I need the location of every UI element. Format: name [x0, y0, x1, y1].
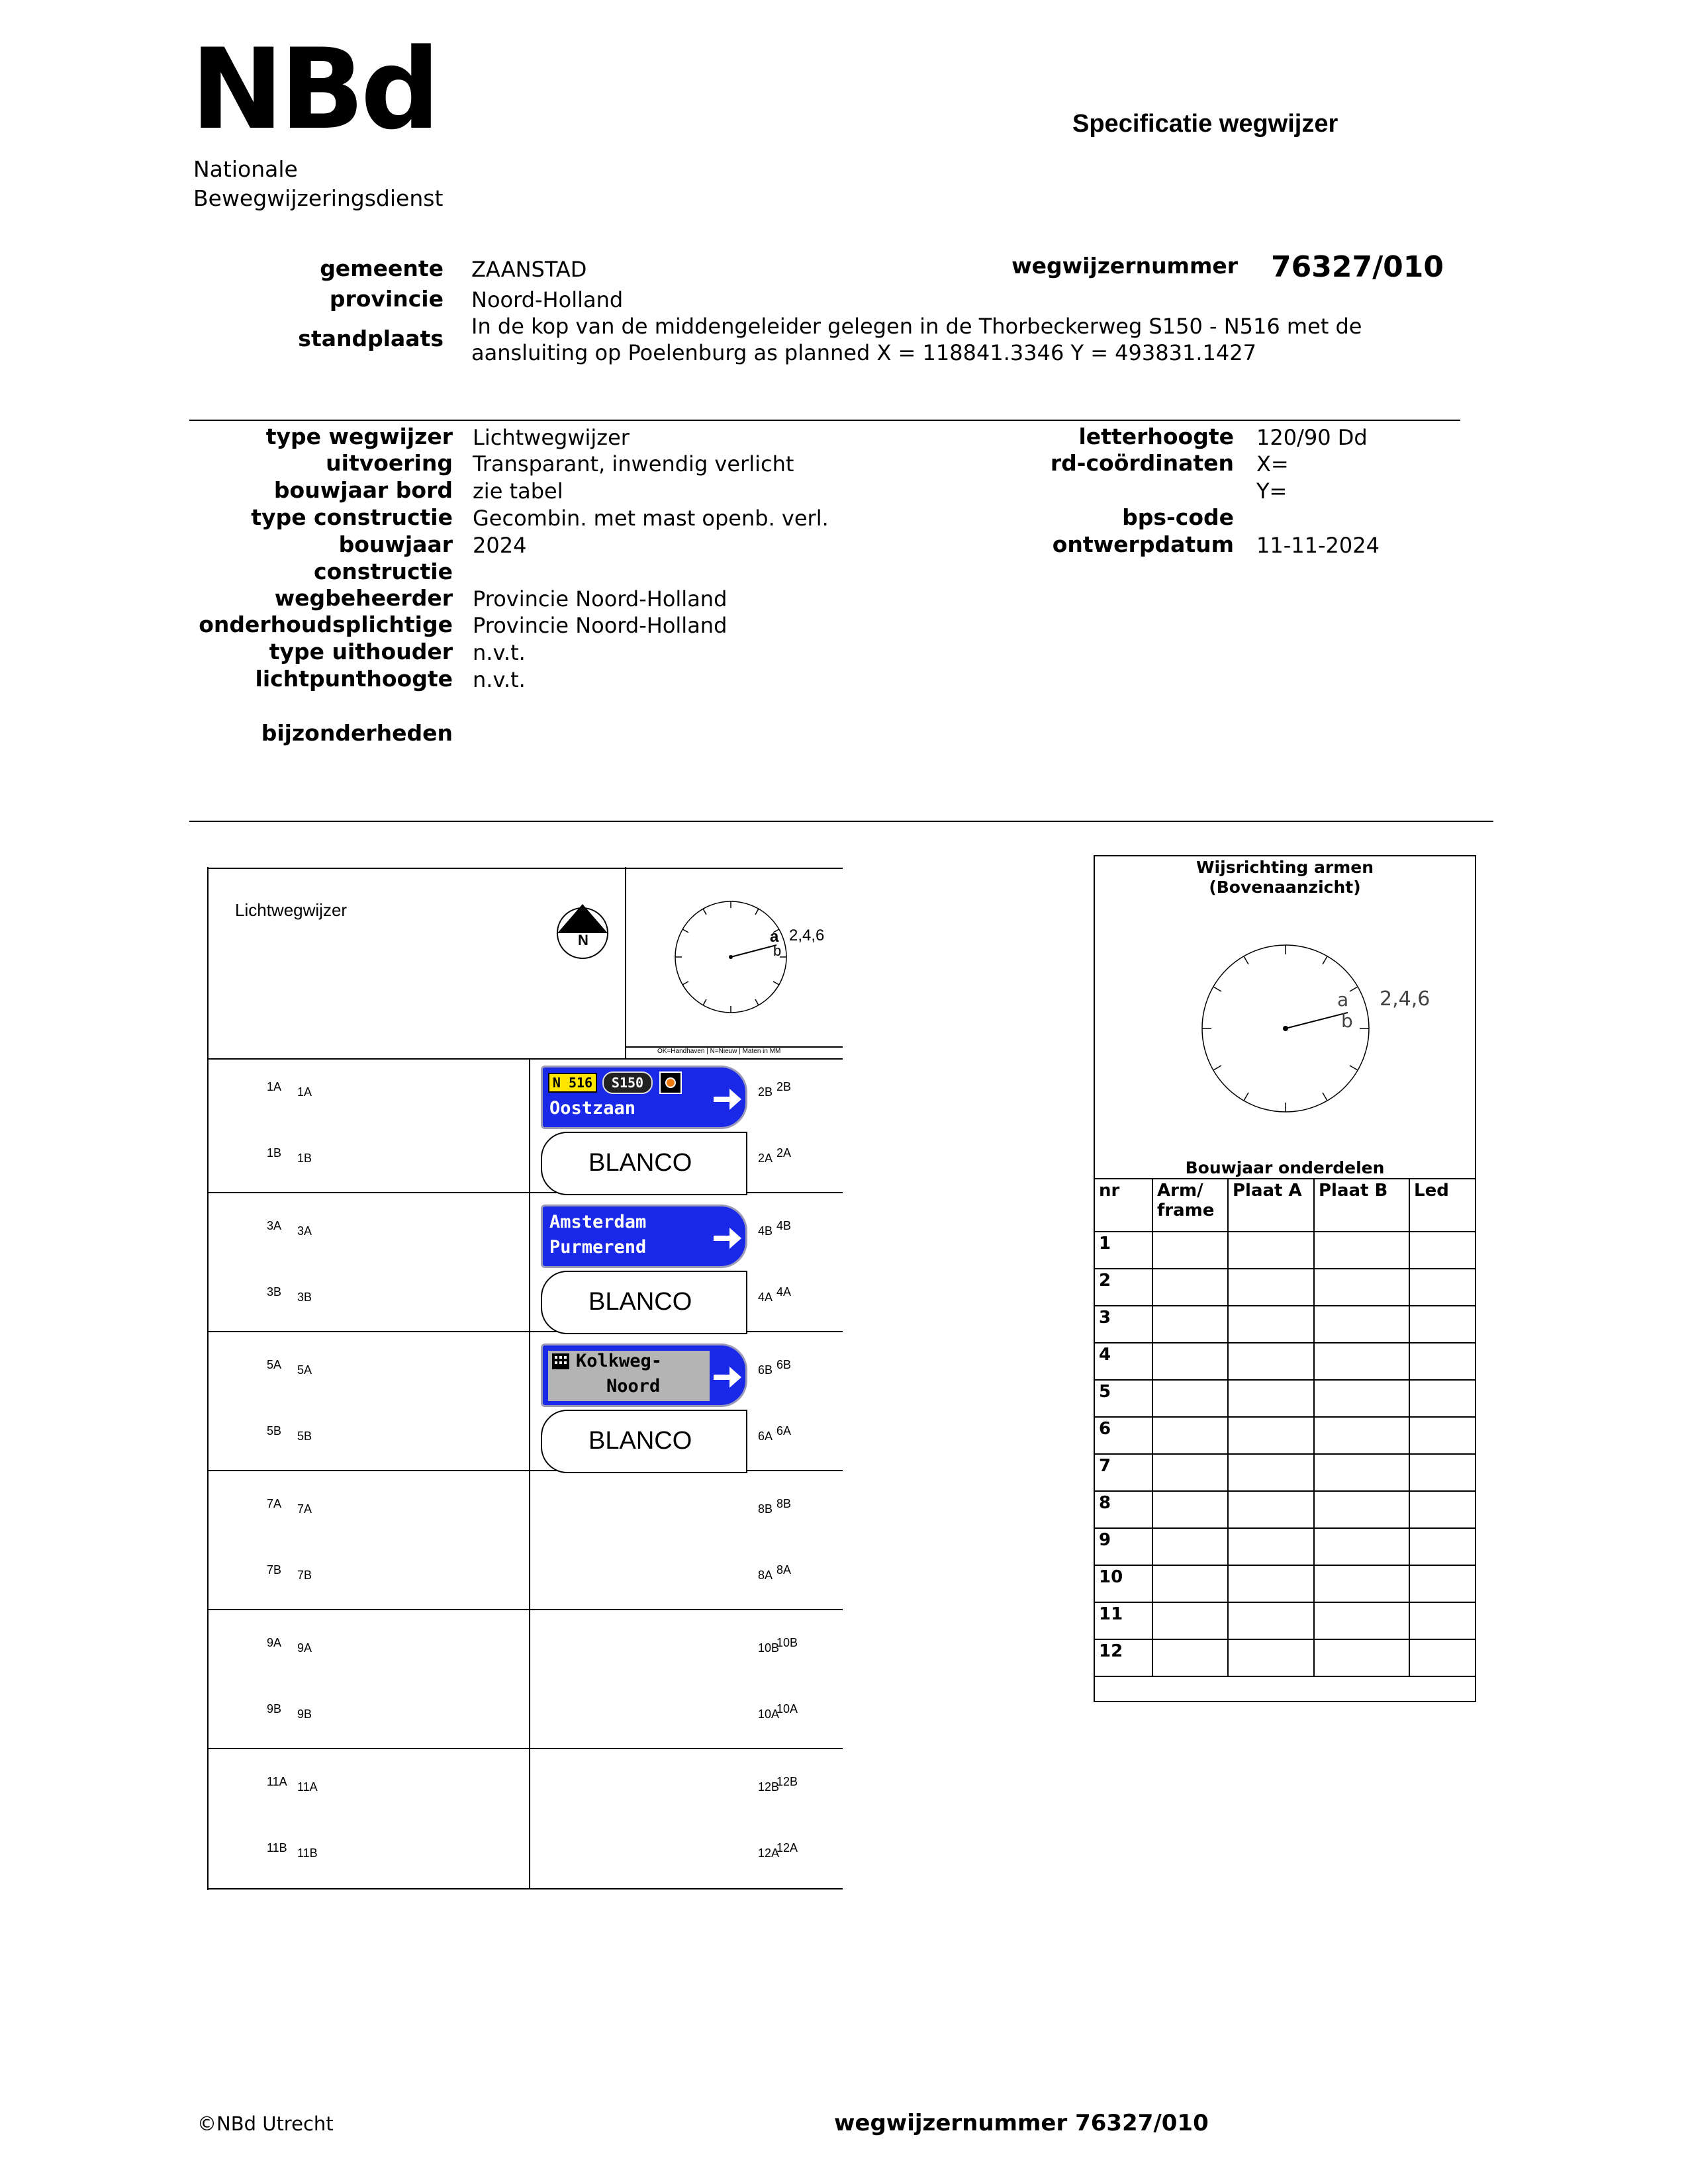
table-cell	[1152, 1232, 1228, 1269]
sign-panel-5b	[541, 1410, 747, 1473]
row-number: 10	[1094, 1565, 1152, 1602]
table-row	[1094, 1269, 1476, 1306]
table-cell	[1409, 1380, 1476, 1417]
route-s150-badge: S150	[602, 1071, 653, 1094]
table-cell	[1228, 1639, 1314, 1676]
spec-label: type wegwijzer	[265, 424, 453, 449]
row-number: 3	[1094, 1306, 1152, 1343]
table-cell	[1152, 1528, 1228, 1565]
table-cell	[1152, 1565, 1228, 1602]
sign-destination: Noord	[606, 1376, 661, 1396]
row-label: 4B	[758, 1224, 773, 1238]
blanco-label: BLANCO	[588, 1427, 692, 1455]
row-label: 11B	[267, 1841, 287, 1854]
drawing-note: OK=Handhaven | N=Nieuw | Maten in MM	[657, 1048, 781, 1055]
row-label: 6B	[776, 1358, 792, 1371]
row-label: 12B	[758, 1780, 780, 1794]
row-label: 1A	[297, 1085, 312, 1099]
spec-label: lichtpunthoogte	[255, 666, 453, 692]
table-cell	[1152, 1639, 1228, 1676]
row-label: 3A	[297, 1224, 312, 1238]
table-cell	[1409, 1602, 1476, 1639]
table-cell	[1228, 1269, 1314, 1306]
row-label: 2A	[758, 1152, 773, 1165]
row-label: 8A	[776, 1563, 792, 1576]
row-label: 12B	[776, 1775, 798, 1788]
row-label: 9B	[297, 1707, 312, 1721]
spec-label: uitvoering	[326, 450, 453, 476]
row-label: 2B	[758, 1085, 773, 1099]
table-cell	[1228, 1380, 1314, 1417]
table-cell	[1409, 1491, 1476, 1528]
gemeente-label: gemeente	[320, 255, 444, 281]
divider	[189, 821, 1493, 822]
row-label: 5A	[267, 1358, 282, 1371]
spec-value: 120/90 Dd	[1256, 425, 1368, 450]
row-label: 7A	[297, 1502, 312, 1516]
north-label: N	[578, 932, 588, 948]
table-cell	[1314, 1232, 1409, 1269]
row-label: 7B	[297, 1569, 312, 1582]
row-label: 5B	[267, 1424, 282, 1437]
spec-value: Y=	[1256, 478, 1288, 504]
row-label: 5B	[297, 1430, 312, 1443]
sign-destination: Amsterdam	[549, 1212, 647, 1232]
sign-panel-1a	[541, 1066, 747, 1129]
sign-destination: Oostzaan	[549, 1098, 636, 1118]
compass-large-b: b	[1341, 1010, 1353, 1032]
row-label: 4B	[776, 1219, 792, 1232]
row-label: 4A	[776, 1285, 792, 1298]
table-row	[1094, 1380, 1476, 1417]
table-row	[1094, 1306, 1476, 1343]
table-cell	[1409, 1343, 1476, 1380]
row-label: 11A	[297, 1780, 318, 1794]
column-header: Plaat B	[1314, 1179, 1409, 1232]
table-row	[1094, 1639, 1476, 1676]
spec-label: wegbeheerder	[274, 585, 453, 611]
row-label: 2A	[776, 1146, 792, 1160]
spec-label: bouwjaar	[338, 531, 453, 557]
factory-icon	[552, 1353, 569, 1369]
spec-label: bps-code	[1122, 504, 1234, 530]
row-label: 3B	[267, 1285, 282, 1298]
drawing-frame	[207, 867, 843, 1890]
row-number: 6	[1094, 1417, 1152, 1454]
row-label: 6A	[758, 1430, 773, 1443]
table-cell	[1314, 1491, 1409, 1528]
route-n516-badge: N 516	[548, 1073, 597, 1093]
table-cell	[1152, 1380, 1228, 1417]
sign-panel-1b	[541, 1132, 747, 1195]
wegwijzernummer-label: wegwijzernummer	[1011, 253, 1238, 279]
table-cell	[1409, 1306, 1476, 1343]
sign-destination: Purmerend	[549, 1237, 647, 1257]
table-cell	[1409, 1454, 1476, 1491]
table-cell	[1314, 1306, 1409, 1343]
table-cell	[1152, 1602, 1228, 1639]
row-label: 4A	[758, 1291, 773, 1304]
table-row	[1094, 1491, 1476, 1528]
table-cell	[1314, 1269, 1409, 1306]
org-name: Nationale Bewegwijzeringsdienst	[193, 156, 444, 211]
table-cell	[1314, 1639, 1409, 1676]
table-cell	[1228, 1417, 1314, 1454]
table-cell	[1152, 1491, 1228, 1528]
spec-label: type uithouder	[269, 639, 453, 664]
spec-value: 2024	[473, 533, 527, 558]
north-arrow-icon	[557, 904, 608, 958]
industrial-area-icon	[659, 1071, 682, 1094]
spec-value: Provincie Noord-Holland	[473, 586, 727, 612]
column-header: Arm/ frame	[1152, 1179, 1228, 1232]
row-number: 9	[1094, 1528, 1152, 1565]
standplaats-line1: In de kop van de middengeleider gelegen in de Thorbeckerweg S150 - N516 met de	[471, 314, 1362, 339]
arrow-right-icon	[712, 1364, 743, 1390]
table-cell	[1409, 1269, 1476, 1306]
table-cell	[1409, 1528, 1476, 1565]
spec-label: letterhoogte	[1078, 424, 1234, 449]
row-label: 7A	[267, 1497, 282, 1510]
blanco-label: BLANCO	[588, 1288, 692, 1316]
table-cell	[1152, 1454, 1228, 1491]
table-cell	[1409, 1565, 1476, 1602]
table-cell	[1228, 1232, 1314, 1269]
spec-value: Provincie Noord-Holland	[473, 613, 727, 638]
row-label: 10A	[758, 1707, 780, 1721]
spec-value: Lichtwegwijzer	[473, 425, 630, 450]
panel-title: Wijsrichting armen	[1196, 858, 1374, 877]
arrow-right-icon	[712, 1225, 743, 1251]
column-header: Led	[1409, 1179, 1476, 1232]
row-label: 6B	[758, 1363, 773, 1377]
arrow-right-icon	[712, 1086, 743, 1113]
bouwjaar-table	[1094, 1178, 1476, 1677]
row-label: 9B	[267, 1702, 282, 1715]
table-row	[1094, 1454, 1476, 1491]
compass-large-nums: 2,4,6	[1380, 987, 1430, 1011]
table-row	[1094, 1232, 1476, 1269]
table-cell	[1152, 1343, 1228, 1380]
row-label: 1B	[267, 1146, 282, 1160]
right-panel	[1094, 855, 1476, 1702]
spec-value: Transparant, inwendig verlicht	[473, 451, 794, 477]
row-label: 5A	[297, 1363, 312, 1377]
spec-value: X=	[1256, 451, 1289, 477]
table-row	[1094, 1602, 1476, 1639]
sign-panel-3a	[541, 1205, 747, 1268]
row-label: 8B	[776, 1497, 792, 1510]
table-cell	[1152, 1417, 1228, 1454]
nbd-logo: NBd	[191, 24, 436, 154]
table-cell	[1314, 1565, 1409, 1602]
row-label: 1B	[297, 1152, 312, 1165]
table-cell	[1314, 1454, 1409, 1491]
table-cell	[1228, 1343, 1314, 1380]
table-row	[1094, 1343, 1476, 1380]
table-cell	[1152, 1306, 1228, 1343]
row-number: 8	[1094, 1491, 1152, 1528]
table-row	[1094, 1417, 1476, 1454]
spec-label: bouwjaar bord	[273, 477, 453, 503]
row-label: 7B	[267, 1563, 282, 1576]
row-number: 7	[1094, 1454, 1152, 1491]
footer-nummer: wegwijzernummer 76327/010	[834, 2110, 1209, 2136]
wegwijzernummer-value: 76327/010	[1271, 250, 1444, 284]
table-header-row	[1094, 1179, 1476, 1232]
spec-value: zie tabel	[473, 478, 563, 504]
row-label: 8A	[758, 1569, 773, 1582]
row-label: 8B	[758, 1502, 773, 1516]
row-label: 6A	[776, 1424, 792, 1437]
standplaats-line2: aansluiting op Poelenburg as planned X = 118841.3346 Y = 493831.1427	[471, 340, 1256, 365]
compass-large-a: a	[1337, 989, 1349, 1011]
table-cell	[1314, 1528, 1409, 1565]
row-label: 10A	[776, 1702, 798, 1715]
drawing-title: Lichtwegwijzer	[235, 900, 348, 920]
table-title: Bouwjaar onderdelen	[1185, 1158, 1385, 1177]
sign-panel-5a	[541, 1343, 747, 1407]
table-cell	[1409, 1417, 1476, 1454]
table-cell	[1228, 1306, 1314, 1343]
spec-label: constructie	[314, 559, 453, 584]
row-number: 2	[1094, 1269, 1152, 1306]
page-title: Specificatie wegwijzer	[1072, 110, 1338, 138]
row-number: 5	[1094, 1380, 1152, 1417]
spec-label: type constructie	[251, 504, 453, 530]
sign-drawing	[207, 867, 843, 1890]
table-row	[1094, 1565, 1476, 1602]
sign-panel-3b	[541, 1271, 747, 1334]
spec-label: bijzonderheden	[261, 720, 453, 746]
table-cell	[1228, 1602, 1314, 1639]
row-label: 9A	[297, 1641, 312, 1655]
table-cell	[1314, 1602, 1409, 1639]
spec-label: rd-coördinaten	[1050, 450, 1234, 476]
row-number: 1	[1094, 1232, 1152, 1269]
table-cell	[1228, 1454, 1314, 1491]
spec-label: onderhoudsplichtige	[199, 612, 453, 637]
row-label: 1A	[267, 1080, 282, 1093]
row-label: 3B	[297, 1291, 312, 1304]
compass-small-nums: 2,4,6	[789, 927, 825, 944]
provincie-label: provincie	[329, 286, 444, 312]
row-label: 12A	[758, 1846, 780, 1860]
blanco-label: BLANCO	[588, 1149, 692, 1177]
row-label: 10B	[758, 1641, 780, 1655]
table-cell	[1228, 1528, 1314, 1565]
table-row	[1094, 1528, 1476, 1565]
row-label: 2B	[776, 1080, 792, 1093]
row-label: 11B	[297, 1846, 318, 1860]
panel-subtitle: (Bovenaanzicht)	[1209, 878, 1361, 897]
spec-value: n.v.t.	[473, 640, 526, 665]
row-number: 12	[1094, 1639, 1152, 1676]
row-label: 10B	[776, 1636, 798, 1649]
gemeente-value: ZAANSTAD	[471, 257, 587, 282]
spec-value: 11-11-2024	[1256, 533, 1380, 558]
provincie-value: Noord-Holland	[471, 287, 624, 312]
sign-destination: Kolkweg-	[576, 1351, 663, 1371]
column-header: nr	[1094, 1179, 1152, 1232]
table-cell	[1409, 1232, 1476, 1269]
table-cell	[1314, 1343, 1409, 1380]
table-cell	[1314, 1417, 1409, 1454]
column-header: Plaat A	[1228, 1179, 1314, 1232]
footer-copyright: ©NBd Utrecht	[197, 2113, 334, 2135]
divider	[189, 420, 1460, 421]
row-label: 3A	[267, 1219, 282, 1232]
row-label: 12A	[776, 1841, 798, 1854]
table-cell	[1228, 1491, 1314, 1528]
table-cell	[1152, 1269, 1228, 1306]
table-cell	[1314, 1380, 1409, 1417]
row-number: 11	[1094, 1602, 1152, 1639]
spec-value: Gecombin. met mast openb. verl.	[473, 506, 829, 531]
table-cell	[1409, 1639, 1476, 1676]
table-cell	[1228, 1565, 1314, 1602]
row-label: 11A	[267, 1775, 287, 1788]
compass-small-b: b	[773, 942, 782, 959]
row-label: 9A	[267, 1636, 282, 1649]
spec-value: n.v.t.	[473, 667, 526, 692]
standplaats-label: standplaats	[298, 326, 444, 351]
spec-label: ontwerpdatum	[1052, 531, 1234, 557]
row-number: 4	[1094, 1343, 1152, 1380]
compass-small-a: a	[770, 928, 779, 946]
